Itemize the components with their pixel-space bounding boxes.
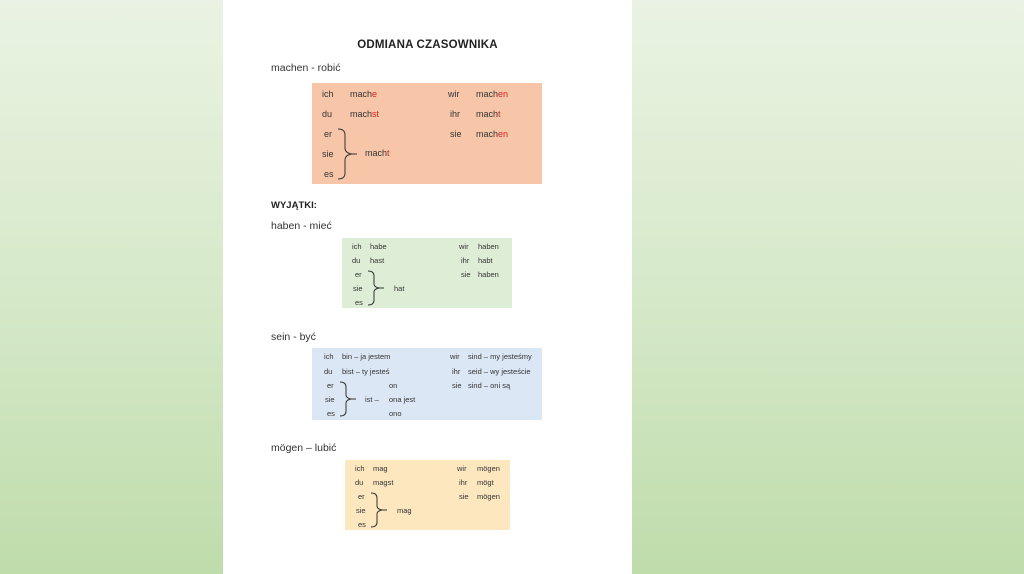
pronoun-du: du	[322, 109, 333, 119]
pronoun-es: es	[358, 520, 366, 529]
form-ich: habe	[370, 242, 387, 251]
pronoun-sie-plural: sie	[452, 381, 462, 390]
pronoun-er: er	[327, 381, 334, 390]
form-sie-plural: machen	[476, 129, 509, 139]
pronoun-ihr: ihr	[459, 478, 468, 487]
pronoun-wir: wir	[450, 352, 460, 361]
form-ich: mache	[350, 89, 378, 99]
haben-heading: haben - mieć	[271, 220, 332, 232]
curly-brace-icon	[336, 127, 358, 181]
form-sie-plural: haben	[478, 270, 499, 279]
exceptions-label: WYJĄTKI:	[271, 200, 317, 211]
form-ihr: macht	[476, 109, 501, 119]
pronoun-er: er	[324, 129, 333, 139]
form-third-person: macht	[365, 148, 390, 158]
form-ihr: mögt	[477, 478, 494, 487]
machen-heading: machen - robić	[271, 62, 341, 74]
pronoun-wir: wir	[459, 242, 469, 251]
pronoun-du: du	[355, 478, 364, 487]
pronoun-ich: ich	[322, 89, 334, 99]
sein-heading: sein - być	[271, 331, 316, 343]
form-third-person: hat	[394, 284, 405, 293]
form-du: magst	[373, 478, 394, 487]
pronoun-ihr: ihr	[452, 367, 461, 376]
form-ihr: habt	[478, 256, 493, 265]
pronoun-es: es	[355, 298, 363, 307]
pronoun-sie: sie	[325, 395, 335, 404]
form-du: hast	[370, 256, 385, 265]
pronoun-du: du	[352, 256, 361, 265]
form-ich: mag	[373, 464, 388, 473]
curly-brace-icon	[369, 491, 389, 529]
pronoun-ihr: ihr	[461, 256, 470, 265]
form-wir: machen	[476, 89, 509, 99]
pronoun-sie: sie	[356, 506, 366, 515]
sein-conjugation-table	[312, 348, 542, 420]
pronoun-ich: ich	[324, 352, 334, 361]
haben-conjugation-table	[342, 238, 512, 308]
page-title: ODMIANA CZASOWNIKA	[357, 39, 498, 51]
pronoun-sie-plural: sie	[450, 129, 462, 139]
form-du: bist – ty jesteś	[342, 367, 390, 376]
pronoun-ich: ich	[352, 242, 362, 251]
curly-brace-icon	[366, 269, 386, 307]
curly-brace-icon	[338, 380, 358, 418]
form-sie-plural: mögen	[477, 492, 500, 501]
document-page	[223, 0, 632, 574]
form-wir: mögen	[477, 464, 500, 473]
moegen-conjugation-table	[345, 460, 510, 530]
pronoun-sie-plural: sie	[459, 492, 469, 501]
form-wir: sind – my jesteśmy	[468, 352, 532, 361]
pronoun-es: es	[324, 169, 334, 179]
form-third-person: mag	[397, 506, 412, 515]
pronoun-du: du	[324, 367, 333, 376]
translation-on: on	[389, 381, 398, 390]
form-wir: haben	[478, 242, 499, 251]
translation-ono: ono	[389, 409, 402, 418]
form-ihr: seid – wy jesteście	[468, 367, 531, 376]
pronoun-sie: sie	[353, 284, 363, 293]
pronoun-wir: wir	[457, 464, 467, 473]
pronoun-wir: wir	[448, 89, 460, 99]
pronoun-sie: sie	[322, 149, 334, 159]
form-du: machst	[350, 109, 380, 119]
pronoun-es: es	[327, 409, 335, 418]
translation-ona: ona jest	[389, 395, 416, 404]
form-ich: bin – ja jestem	[342, 352, 391, 361]
pronoun-er: er	[358, 492, 365, 501]
pronoun-er: er	[355, 270, 362, 279]
pronoun-ich: ich	[355, 464, 365, 473]
pronoun-sie-plural: sie	[461, 270, 471, 279]
moegen-heading: mögen – lubić	[271, 442, 337, 454]
form-sie-plural: sind – oni są	[468, 381, 511, 390]
pronoun-ihr: ihr	[450, 109, 461, 119]
form-third-person: ist –	[365, 395, 379, 404]
machen-conjugation-table	[312, 83, 542, 184]
